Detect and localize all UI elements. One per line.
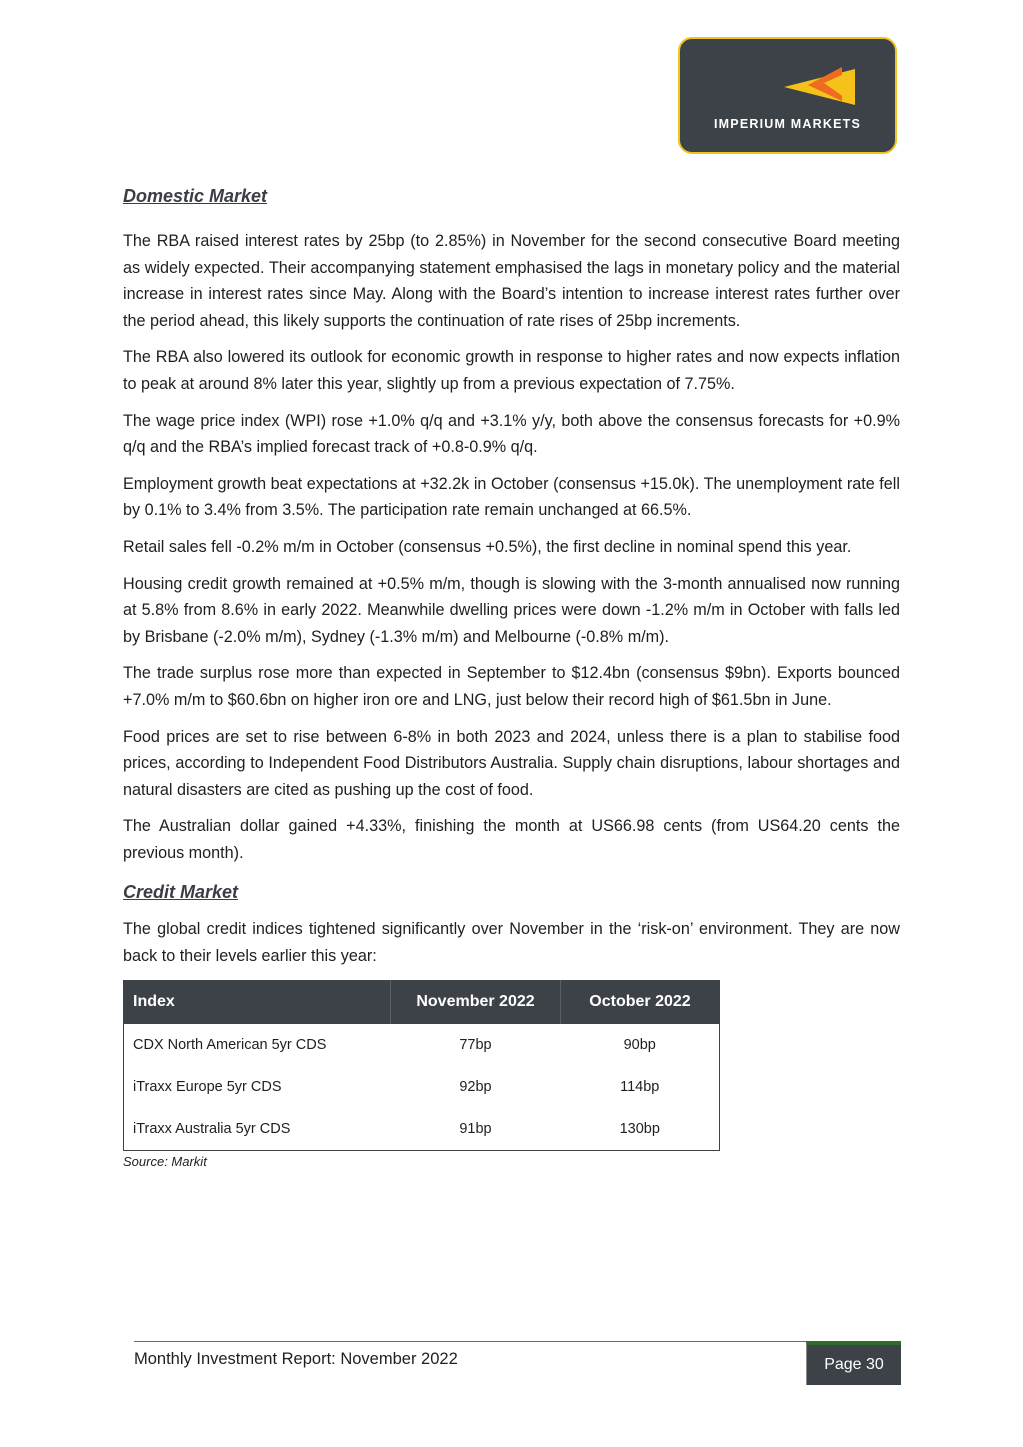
table-row bbox=[124, 1108, 720, 1150]
domestic-paragraph: The RBA also lowered its outlook for economic growth in response to higher rates and now expects inflation to peak at around 8% later this year, slightly up from a previous expectation of 7.75%. bbox=[123, 348, 900, 393]
footer-report-title: Monthly Investment Report: November 2022 bbox=[134, 1350, 458, 1368]
domestic-paragraph: The trade surplus rose more than expected in September to $12.4bn (consensus $9bn). Exports bounced +7.0% m/m to $60.6bn on higher iron ore and LNG, just below their record high of $61.5bn in June. bbox=[123, 664, 900, 709]
index-name-cell: iTraxx Europe 5yr CDS bbox=[133, 1079, 282, 1096]
index-name-cell: iTraxx Australia 5yr CDS bbox=[133, 1120, 291, 1137]
domestic-paragraph: The Australian dollar gained +4.33%, finishing the month at US66.98 cents (from US64.20 cents the previous month). bbox=[123, 817, 900, 862]
november-value-cell: 77bp bbox=[459, 1037, 492, 1054]
column-header-october: October 2022 bbox=[561, 980, 720, 1024]
october-value-cell: 130bp bbox=[619, 1120, 660, 1137]
credit-market-heading: Credit Market bbox=[123, 882, 239, 903]
column-header-index: Index bbox=[124, 980, 391, 1024]
index-name-cell: CDX North American 5yr CDS bbox=[133, 1037, 327, 1054]
domestic-paragraph: Retail sales fell -0.2% m/m in October (consensus +0.5%), the first decline in nominal spend this year. bbox=[123, 537, 852, 556]
logo-text: IMPERIUM MARKETS bbox=[714, 117, 861, 131]
page-number-badge bbox=[806, 1341, 901, 1385]
logo-mark-icon bbox=[780, 57, 860, 115]
table-header-row bbox=[124, 980, 720, 1024]
domestic-paragraph: The RBA raised interest rates by 25bp (to 2.85%) in November for the second consecutive Board meeting as widely expected. Their accompanying statement emphasised the lags in monetary policy and the material increase in interest rates since May. Along with the Board’s intention to increase interest rates further over the period ahead, this likely supports the continuation of rate rises of 25bp increments. bbox=[123, 232, 900, 330]
november-value-cell: 92bp bbox=[459, 1079, 492, 1096]
domestic-paragraph: Housing credit growth remained at +0.5% m/m, though is slowing with the 3-month annualised now running at 5.8% from 8.6% in early 2022. Meanwhile dwelling prices were down -1.2% m/m in October with falls led by Brisbane (-2.0% m/m), Sydney (-1.3% m/m) and Melbourne (-0.8% m/m). bbox=[123, 574, 900, 646]
report-body bbox=[123, 184, 900, 1169]
november-value-cell: 91bp bbox=[459, 1120, 492, 1137]
domestic-paragraph: The wage price index (WPI) rose +1.0% q/q and +3.1% y/y, both above the consensus forecasts for +0.9% q/q and the RBA’s implied forecast track of +0.8-0.9% q/q. bbox=[123, 411, 900, 457]
column-header-november: November 2022 bbox=[391, 980, 561, 1024]
domestic-market-heading: Domestic Market bbox=[123, 186, 268, 206]
domestic-paragraph: Employment growth beat expectations at +32.2k in October (consensus +15.0k). The unemployment rate fell by 0.1% to 3.4% from 3.5%. The participation rate remain unchanged at 66.5%. bbox=[123, 474, 900, 520]
october-value-cell: 114bp bbox=[620, 1079, 660, 1096]
page-number-label: Page 30 bbox=[824, 1356, 884, 1373]
table-row bbox=[124, 1066, 720, 1108]
table-row bbox=[124, 1024, 720, 1066]
table-source-note: Source: Markit bbox=[123, 1153, 207, 1169]
credit-indices-table bbox=[123, 980, 720, 1151]
domestic-paragraph: Food prices are set to rise between 6-8% in both 2023 and 2024, unless there is a plan to stabilise food prices, according to Independent Food Distributors Australia. Supply chain disruptions, labour shortages and natural disasters are cited as pushing up the cost of food. bbox=[123, 727, 900, 799]
credit-intro-paragraph: The global credit indices tightened significantly over November in the ‘risk-on’ environment. They are now back to their levels earlier this year: bbox=[123, 920, 900, 966]
company-logo bbox=[678, 37, 897, 154]
footer-divider bbox=[134, 1341, 900, 1342]
october-value-cell: 90bp bbox=[623, 1037, 656, 1054]
